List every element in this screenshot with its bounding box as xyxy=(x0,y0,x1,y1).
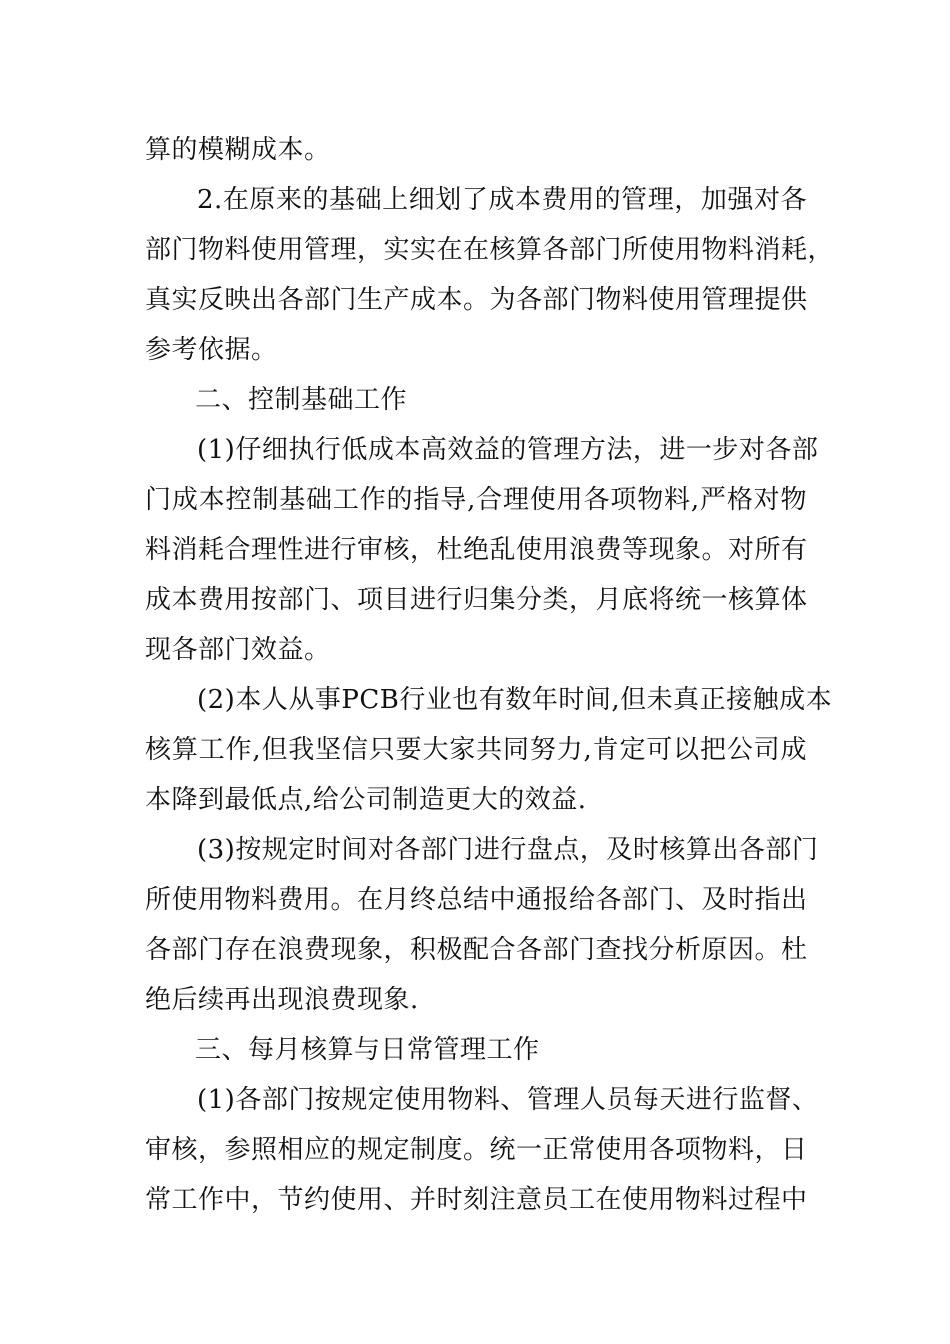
paragraph-first-line: 2.在原来的基础上细划了成本费用的管理，加强对各 xyxy=(197,185,807,215)
section-heading: 三、每月核算与日常管理工作 xyxy=(195,1035,540,1065)
paragraph-first-line: (3)按规定时间对各部门进行盘点，及时核算出各部门 xyxy=(197,835,819,865)
text-line: 核算工作,但我坚信只要大家共同努力,肯定可以把公司成 xyxy=(145,735,807,765)
text-line: 参考依据。 xyxy=(145,335,278,365)
text-line: 料消耗合理性进行审核，杜绝乱使用浪费等现象。对所有 xyxy=(145,535,808,565)
text-line: 绝后续再出现浪费现象. xyxy=(145,985,419,1015)
paragraph-first-line: (2)本人从事PCB行业也有数年时间,但未真正接触成本 xyxy=(197,685,833,715)
text-line: 门成本控制基础工作的指导,合理使用各项物料,严格对物 xyxy=(145,485,807,515)
text-line: 本降到最低点,给公司制造更大的效益. xyxy=(145,785,587,815)
paragraph-first-line: (1)仔细执行低成本高效益的管理方法，进一步对各部 xyxy=(197,435,819,465)
paragraph-first-line: (1)各部门按规定使用物料、管理人员每天进行监督、 xyxy=(197,1085,819,1115)
text-line: 审核，参照相应的规定制度。统一正常使用各项物料，日 xyxy=(145,1135,808,1165)
text-line: 真实反映出各部门生产成本。为各部门物料使用管理提供 xyxy=(145,285,808,315)
text-line: 所使用物料费用。在月终总结中通报给各部门、及时指出 xyxy=(145,885,808,915)
text-line: 常工作中，节约使用、并时刻注意员工在使用物料过程中 xyxy=(145,1185,808,1215)
section-heading: 二、控制基础工作 xyxy=(195,385,408,415)
text-line: 部门物料使用管理，实实在在核算各部门所使用物料消耗， xyxy=(145,235,835,265)
text-line: 各部门存在浪费现象，积极配合各部门查找分析原因。杜 xyxy=(145,935,808,965)
text-line: 成本费用按部门、项目进行归集分类，月底将统一核算体 xyxy=(145,585,808,615)
text-line: 算的模糊成本。 xyxy=(145,135,331,165)
text-line: 现各部门效益。 xyxy=(145,635,331,665)
